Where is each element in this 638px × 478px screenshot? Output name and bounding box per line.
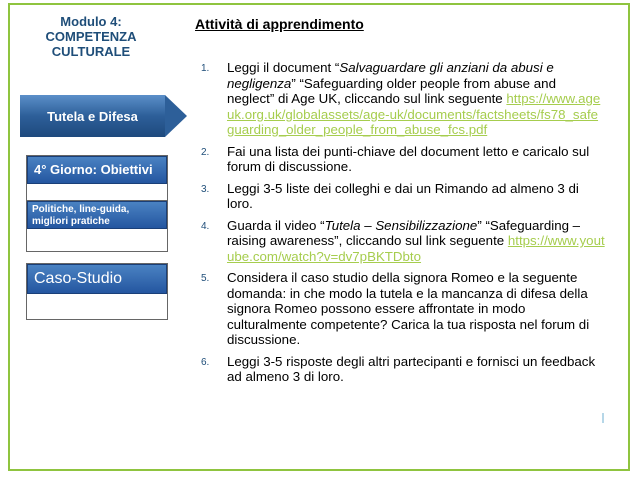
- item-number: 3.: [201, 183, 210, 195]
- module-title-line2: COMPETENZA: [45, 29, 137, 44]
- nav-arrow-icon: [165, 95, 187, 137]
- frame-left-border: [8, 3, 10, 471]
- item-text: Considera il caso studio della signora Romeo e la seguente domanda: in che modo la tutela e la mancanza di difesa della signora Romeo possono essere affrontate in modo culturalmente competente? Carica la tua risposta nel forum di discussione.: [227, 270, 590, 347]
- item-text: Fai una lista dei punti-chiave del document letto e caricalo sul forum di discussione.: [227, 143, 590, 174]
- content-title: Attività di apprendimento: [195, 16, 364, 32]
- nav-caso-box: [26, 263, 168, 320]
- item-text-italic: Salvaguardare gli anziani da abusi e negligenza: [227, 60, 554, 91]
- item-text: ” “Safeguarding older people from abuse and neglect” di Age UK, cliccando sul link seguente: [227, 75, 556, 106]
- module-title-line1: Modulo 4:: [60, 14, 122, 29]
- activity-item: [195, 181, 605, 212]
- activity-item: [195, 270, 605, 348]
- nav-tutela-label: Tutela e Difesa: [47, 108, 138, 124]
- activity-list: [195, 60, 605, 385]
- decorative-mark: [602, 413, 604, 423]
- ageuk-link[interactable]: https://www.ageuk.org.uk/globalassets/age-uk/documents/factsheets/fs78_safeguarding_older_people_from_abuse_fcs.pdf: [227, 91, 601, 137]
- nav-tutela-button[interactable]: [20, 95, 165, 137]
- frame-right-border: [628, 3, 630, 471]
- item-text: Guarda il video “: [227, 217, 325, 233]
- activity-item: [195, 144, 605, 175]
- item-number: 1.: [201, 63, 210, 74]
- nav-caso-label: Caso-Studio: [34, 270, 123, 287]
- nav-obiettivi-button[interactable]: [27, 156, 167, 184]
- item-text: Leggi 3-5 liste dei colleghi e dai un Rimando ad almeno 3 di loro.: [227, 180, 579, 211]
- youtube-link[interactable]: https://www.youtube.com/watch?v=dv7pBKTDbto: [227, 233, 605, 264]
- item-number: 5.: [201, 273, 210, 284]
- module-title-line3: CULTURALE: [51, 44, 131, 59]
- item-number: 4.: [201, 220, 210, 232]
- frame-top-border: [8, 3, 630, 5]
- item-text: Leggi 3-5 risposte degli altri partecipanti e fornisci un feedback ad almeno 3 di loro.: [227, 353, 596, 384]
- nav-politiche-label: Politiche, line-guida, migliori pratiche: [32, 204, 130, 227]
- frame-bottom-border: [8, 469, 630, 471]
- nav-politiche-button[interactable]: [27, 201, 167, 229]
- item-number: 6.: [201, 356, 210, 368]
- item-number: 2.: [201, 146, 210, 158]
- activity-item: [195, 60, 605, 138]
- activity-item: [195, 218, 605, 265]
- content-panel: [195, 14, 605, 391]
- nav-obiettivi-label: 4° Giorno: Obiettivi: [34, 162, 153, 177]
- item-text: ” “Safeguarding – raising awareness”, cliccando sul link seguente: [227, 217, 581, 248]
- module-title: [22, 14, 160, 59]
- nav-politiche-box: [26, 200, 168, 252]
- activity-item: [195, 354, 605, 385]
- item-text-italic: Tutela – Sensibilizzazione: [324, 217, 478, 233]
- nav-caso-button[interactable]: [27, 264, 167, 294]
- item-text: Leggi il document “: [227, 60, 340, 75]
